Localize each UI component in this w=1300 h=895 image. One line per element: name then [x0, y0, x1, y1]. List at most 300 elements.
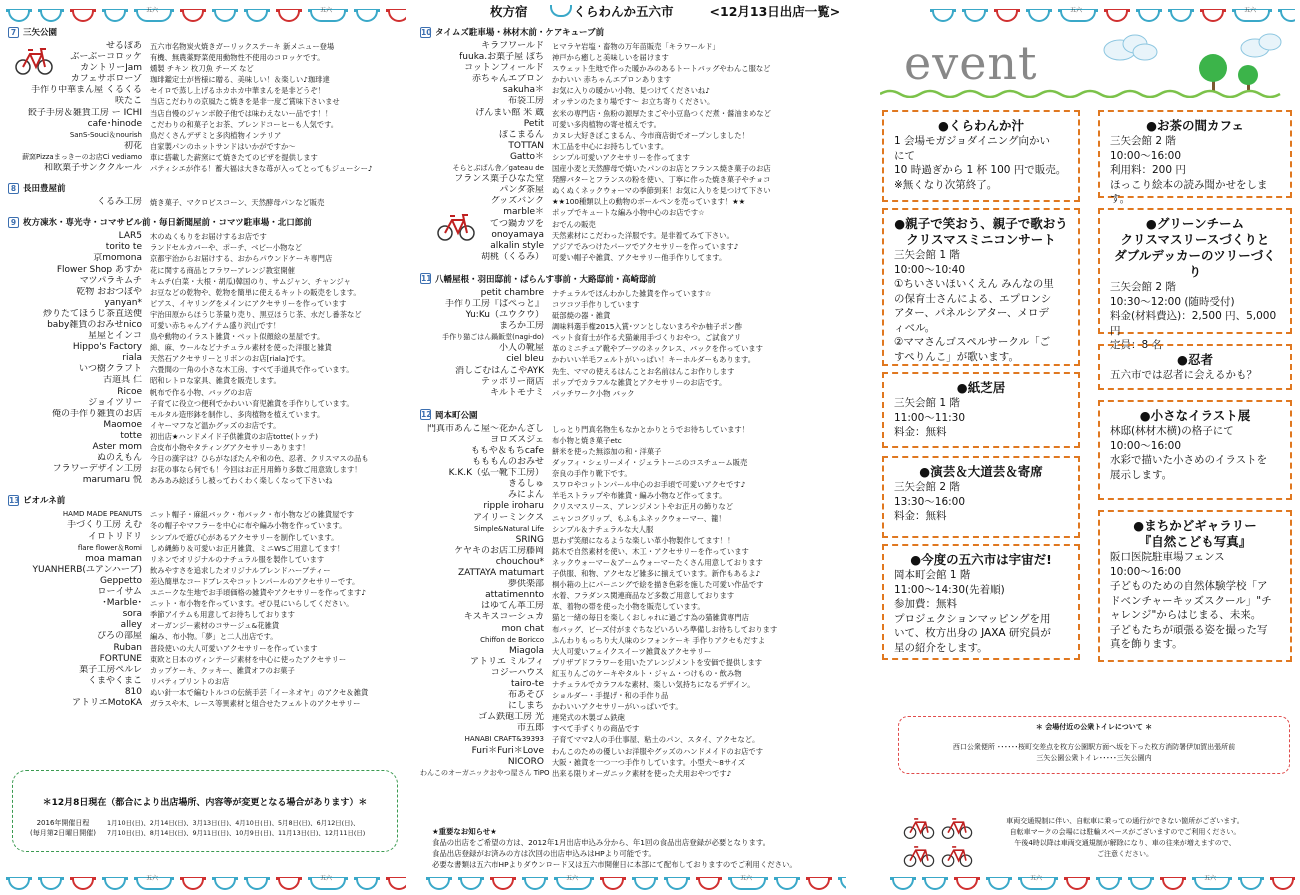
bowl-strip-label: 五六	[146, 875, 159, 882]
vendor-description: 天然素材にこだわった洋服です。是非着てみて下さい。	[552, 230, 734, 240]
bowl-icon	[308, 874, 348, 892]
vendor-name: Furi＊Furi＊Love	[471, 745, 544, 756]
vendor-name: ケヤキのお店工房藤岡	[454, 545, 544, 556]
vendor-row	[8, 298, 410, 309]
vendor-row	[420, 52, 850, 63]
vendor-row	[420, 41, 850, 52]
vendor-description: 国産小麦と天然酵母で焼いたパンのお店とフランス焼き菓子のお店	[552, 164, 771, 174]
bowl-icon	[490, 874, 516, 892]
section-number: 10	[421, 27, 432, 37]
vendor-name: ZATTAYA matumart	[457, 568, 544, 579]
vendor-description: わんこのための優しいお洋服やグッズのハンドメイドのお店です	[552, 746, 764, 756]
vendor-name: marumaru 悦	[82, 475, 142, 486]
vendor-description: 珈琲鑑定士が皆様に贈る、美味しい！＆楽しい♪珈琲達	[150, 75, 330, 85]
vendor-name: Yu:Ku（ユウクウ）	[465, 310, 544, 321]
event-line: ィベル。	[894, 321, 936, 334]
vendor-name: 菓子工房ペルレ	[79, 664, 142, 675]
vendor-row	[420, 207, 850, 218]
bowl-icon	[600, 874, 626, 892]
vendor-name: ぴろの部屋	[96, 631, 142, 642]
vendor-row	[420, 63, 850, 74]
vendor-name: イロトリドリ	[87, 531, 142, 542]
vendor-description: 焼き菓子、マクロビスコーン、天然酵母パンなど販売	[150, 198, 325, 208]
vendor-row	[420, 635, 850, 646]
vendor-name: 京momona	[93, 253, 142, 264]
bowl-icon	[986, 874, 1012, 892]
vendor-description: 季節アイテムも用意してお待ちしております	[150, 610, 295, 620]
vendor-description: ふんわりもっちり大人味のシフォンケーキ 手作りアクセもだすよ	[552, 635, 766, 645]
vendor-name: Flower Shop あすか	[56, 264, 142, 275]
vendor-name: yanyan*	[104, 297, 142, 308]
bicycle-icon	[940, 842, 974, 868]
header-market: くらわんか五六市	[573, 4, 674, 19]
vendor-row	[8, 698, 410, 709]
vendor-name: せるぽあ	[105, 41, 142, 51]
event-line: プロジェクションマッピングを用	[894, 612, 1051, 625]
section-title: 三矢公園	[23, 28, 58, 38]
vendor-description: 当店自慢のジャンボ餃子他では味わえないー品です！！	[150, 108, 333, 118]
event-line: 子どものための自然体験学校「ア	[1110, 580, 1268, 592]
event-line: 林邸(林材木横)の格子にて	[1110, 425, 1234, 437]
bottom-bowl-strip-right	[890, 872, 1295, 894]
event-line: 13:30〜16:00	[894, 495, 966, 508]
vendor-description: オーガンジー素材のコサージュ&花雑貨	[150, 621, 280, 631]
vendor-name: tairo-te	[510, 678, 544, 689]
vendor-row	[8, 565, 410, 576]
vendor-row	[420, 646, 850, 657]
vendor-description: リネンでオリジナルのナチュラル服を製作しています	[150, 554, 325, 564]
event-line: 真を飾ります。	[1110, 638, 1183, 650]
vendor-description: 綿、麻、ウールなどナチュラル素材を使った洋服と雑貨	[150, 343, 332, 353]
vendor-row	[420, 734, 850, 745]
vendor-name: FORTUNE	[99, 653, 142, 664]
bowl-icon	[664, 874, 690, 892]
vendor-row	[8, 554, 410, 565]
vendor-name: flare flower＆Romi	[77, 543, 142, 552]
vendor-name: ジョイツリー	[88, 397, 142, 408]
event-box	[1098, 510, 1292, 662]
vendor-description: 水着、フラダンス関連商品など多数ご用意しております	[552, 591, 735, 601]
vendor-name: フラワーデザイン工房	[52, 464, 142, 475]
vendor-row	[8, 576, 410, 587]
vendor-description: セイロで蒸し上げるホカホカ中華まんを是非どうぞ！	[150, 86, 325, 96]
bowl-strip-label: 五六	[320, 7, 333, 14]
schedule-note-box	[12, 770, 398, 852]
vendor-name: YUANHERB(ユアンハーブ)	[32, 564, 142, 575]
vendor-row	[8, 119, 410, 130]
vendor-name: 夢供楽部	[507, 579, 544, 590]
vendor-row	[420, 457, 850, 468]
vendor-description: 可愛い赤ちゃんアイテム盛り沢山です！	[150, 320, 281, 330]
vendor-description: 猫と一緒の毎日を楽しくおしゃれに過ごす為の猫雑貨専門店	[552, 613, 750, 623]
vendor-row	[8, 364, 410, 375]
vendor-name: TOTTAN	[508, 140, 544, 151]
section-block	[420, 273, 850, 399]
event-line: 10:00〜10:40	[894, 263, 966, 276]
event-line: 岡本町会館 1 階	[894, 569, 971, 581]
bowl-icon	[774, 874, 800, 892]
vendor-name: コジーハウス	[490, 667, 544, 678]
vendor-description: ダッフィ・シェリーメイ・ジェラトーニのコスチューム販売	[552, 458, 748, 468]
vendor-description: かわいい羊毛フェルトがいっぱい！キーホルダーもあります。	[552, 355, 756, 365]
vendor-name: 手作り工房『ぱぺっと』	[444, 298, 544, 309]
vendor-row	[420, 152, 850, 163]
vendor-description: 初出店★ハンドメイド子供雑貨のお店totte(トッテ)	[150, 431, 318, 441]
event-subtitle: クリスマスミニコンサート	[906, 232, 1056, 247]
vendor-name: Ruban	[113, 642, 142, 653]
event-line: 10:00〜16:00	[1110, 149, 1182, 162]
event-box	[882, 372, 1080, 448]
event-line: 三矢会館 2 階	[894, 481, 960, 493]
event-line: 阪口医院駐車場フェンス	[1110, 551, 1225, 563]
bowl-icon	[554, 874, 594, 892]
vendor-row	[8, 52, 410, 63]
vendor-name: Maomoe	[103, 419, 142, 430]
vendor-description: 木のぬくもりをお届けするお店です	[150, 232, 267, 242]
grass-line	[880, 88, 1290, 98]
vendor-row	[420, 310, 850, 321]
vendor-name: Chiffon de Boricco	[480, 635, 544, 644]
vendor-name: てつ鍋カツを	[489, 218, 544, 229]
vendor-row	[420, 377, 850, 388]
vendor-description: パッチワーク小物 バック	[552, 388, 635, 398]
vendor-name: ぬのえもん	[96, 453, 142, 464]
event-title: ●忍者	[1177, 352, 1213, 367]
vendor-row	[8, 509, 410, 520]
schedule-note-main: ＊12月8日現在（都合により出店場所、内容等が変更となる場合があります）＊	[42, 798, 368, 808]
vendor-name: げんまい館 米 蔵	[475, 107, 544, 118]
event-line: にて	[894, 149, 915, 162]
vendor-description: ポップでキュートな編み小物中心のお店です☆	[552, 208, 705, 218]
vendor-description: 子供服、和物、アクセなど雑多に揃えています。新作もあるよ♪	[552, 569, 761, 579]
vendor-name: LAR5	[118, 231, 142, 242]
vendor-name: ぽこまるん	[498, 129, 544, 140]
vendor-description: 可愛い多肉植物の寄せ植えです。	[552, 119, 661, 129]
vendor-name: moa maman	[85, 553, 142, 564]
section-header	[420, 409, 850, 421]
vendor-row	[8, 331, 410, 342]
event-line: すぺりんこ」が歌います。	[894, 350, 1019, 363]
vendor-description: 砥部焼の器・雑貨	[552, 311, 611, 321]
vendor-row	[420, 288, 850, 299]
section-header	[420, 26, 850, 38]
bowl-icon	[930, 6, 956, 24]
section-number: 8	[8, 183, 19, 194]
bowl-icon	[102, 874, 128, 892]
vendor-description: 飲みやすさを追求したオリジナルブレンドハーブティー	[150, 565, 331, 575]
event-line: ャレンジ"からはじまる、未来。	[1110, 609, 1262, 621]
bowl-icon	[922, 874, 948, 892]
vendor-row	[420, 388, 850, 399]
vendor-description: リバティプリントのお店	[150, 676, 230, 686]
vendor-name: 赤ちゃんエプロン	[471, 74, 544, 85]
event-title: ●まちかどギャラリー	[1133, 518, 1257, 533]
bowl-icon	[1026, 6, 1052, 24]
vendor-description: ペット食育士が作る犬猫兼用手づくりおやつ。ご試食アリ	[552, 333, 742, 343]
bicycle-icon	[436, 210, 476, 242]
vendor-description: 布小物と焼き菓子etc	[552, 435, 622, 445]
toilet-line-2: 三矢公園公衆トイレ･････三矢公園内	[1036, 754, 1152, 762]
vendor-name: 初花	[123, 140, 142, 151]
vendor-name: キルトモナミ	[490, 387, 544, 398]
vendor-name: アトリエ ミルフィ	[470, 656, 544, 667]
bowl-logo-icon	[550, 5, 572, 17]
vendor-row	[8, 442, 410, 453]
event-line: ※無くなり次第終了。	[894, 178, 998, 191]
vendor-row	[420, 332, 850, 343]
vendor-row	[8, 665, 410, 676]
vendor-name: にしまち	[507, 701, 544, 712]
bowl-icon	[1064, 874, 1090, 892]
event-line: 利用料：200 円	[1110, 164, 1186, 176]
vendor-row	[8, 197, 410, 208]
vendor-name: 乾物 おおつぼや	[76, 286, 142, 297]
vendor-row	[8, 320, 410, 331]
vendor-row	[8, 85, 410, 96]
vendor-row	[420, 219, 850, 230]
vendor-row	[420, 196, 850, 207]
bowl-icon	[1278, 6, 1295, 24]
vendor-name: alkalin style	[490, 240, 544, 251]
event-line: 11:00〜14:30(先着順)	[894, 583, 1005, 596]
vendor-name: 炒りたてほうじ茶直送便	[42, 308, 142, 319]
event-title: ●くらわんか汁	[938, 118, 1024, 133]
bottom-bowl-strip-mid	[426, 872, 846, 894]
vendor-name: アトリエMotoKA	[71, 697, 142, 708]
event-subtitle: ダブルデッカーのツリーづくり	[1114, 248, 1276, 279]
vendor-description: お花の事なら何でも！今回はお正月用飾り多数ご用意致します！	[150, 465, 362, 475]
vendor-row	[8, 287, 410, 298]
vendor-description: ピアス、イヤリングをメインにアクセサリーを作っています	[150, 298, 347, 308]
bowl-icon	[38, 874, 64, 892]
vendor-row	[420, 679, 850, 690]
vendor-name: いつ樹クラフト	[78, 364, 142, 375]
vendor-row	[8, 520, 410, 531]
vendor-name: フランス菓子ひなた堂	[454, 174, 544, 185]
vendor-description: シンプルで遊び心があるアクセサリーを制作しています。	[150, 532, 339, 542]
event-line: 料金：無料	[894, 426, 947, 438]
vendor-row	[8, 152, 410, 163]
vendor-row	[420, 130, 850, 141]
bowl-icon	[1096, 874, 1122, 892]
section-header	[8, 494, 410, 506]
section-header	[8, 216, 410, 228]
vendor-description: 玄米の専門店・魚粉の源厚たまごや小豆島つくだ煮・醤油まめなど	[552, 108, 771, 118]
vendor-description: 鳥だくさんデザミと多肉植物インテリア	[150, 130, 282, 140]
vendor-name: ももや＆もちcafe	[470, 446, 544, 456]
vendor-description: しっとり門真名物生もなかとかりとうでお待ちしています！	[552, 424, 750, 434]
vendor-name: Petit	[523, 118, 544, 129]
vendor-name: 手作り中華まん屋 くるくる	[31, 85, 142, 96]
event-box	[882, 208, 1080, 366]
vendor-row	[420, 96, 850, 107]
header-place: 枚方宿	[490, 4, 528, 19]
vendor-name: chouchou*	[495, 556, 544, 567]
vendor-row	[420, 119, 850, 130]
vendor-name: 810	[124, 686, 142, 697]
event-box	[1098, 208, 1292, 351]
vendor-description: 有機、無農薬野菜使用動物性不使用のコロッケです。	[150, 53, 325, 63]
bowl-icon	[954, 874, 980, 892]
vendor-name: テッポリー商店	[480, 376, 544, 387]
vendor-name: Ricoe	[117, 386, 142, 397]
section-header	[8, 182, 410, 194]
vendor-description: ニット帽子・麻紐バック・布バック・布小物などの雑貨屋です	[150, 510, 355, 520]
event-line: 10:00〜16:00	[1110, 439, 1182, 452]
bowl-icon	[1200, 6, 1226, 24]
vendor-row	[8, 587, 410, 598]
vendor-name: mon chat	[501, 623, 544, 634]
vendor-row	[8, 242, 410, 253]
vendor-description: おでんの販売	[552, 219, 596, 229]
event-line: の保育士さんによる、エプロンシ	[894, 292, 1052, 305]
vendor-row	[420, 568, 850, 579]
bowl-icon	[70, 874, 96, 892]
vendor-row	[420, 490, 850, 501]
vendor-description: 大人可愛いフェイクスイーツ雑貨＆アクセサリー	[552, 646, 712, 656]
event-title: ●グリーンチーム	[1145, 216, 1245, 231]
vendor-row	[420, 668, 850, 679]
notice-line-1: 食品の出店をご希望の方は、2012年1月出店申込み分から、年1回の食品出店登録が必要となります。	[432, 838, 771, 847]
bowl-icon	[134, 874, 174, 892]
vendor-name: totte	[120, 430, 142, 441]
event-box	[882, 544, 1080, 660]
bowl-icon	[1128, 874, 1154, 892]
vendor-description: 燻製 チキン 枚刀魚 チーズ など	[150, 64, 254, 74]
toilet-info-box	[898, 716, 1290, 774]
vendor-description: 普段使いの大人可愛いアクセサリーを作っています	[150, 643, 318, 653]
vendor-row	[420, 624, 850, 635]
section-number: 9	[8, 217, 19, 228]
vendor-description: ナチュラルでほんわかした雑貨を作っています☆	[552, 288, 712, 298]
vendor-description: 餅米を使った無添加の和・洋菓子	[552, 447, 662, 456]
bicycle-icon	[902, 842, 936, 868]
vendor-description: 調味料選手権2015入賞･ツンとしないまろやか柚子ポン酢	[552, 322, 743, 332]
section-header	[8, 26, 410, 38]
vendor-row	[8, 475, 410, 486]
event-line: 子どもたちが頑張る姿を撮った写	[1110, 623, 1268, 636]
vendor-name: HAMD MADE PEANUTS	[62, 510, 142, 519]
vendor-row	[8, 543, 410, 554]
event-box	[1098, 344, 1292, 390]
vendor-row	[420, 354, 850, 365]
bowl-strip-label: 五六	[1070, 7, 1083, 14]
vendor-row	[420, 230, 850, 241]
vendor-description: ショルダー・手提げ・和の手作り品	[552, 691, 669, 701]
vendor-row	[420, 321, 850, 332]
vendor-name: 布袋工房	[507, 96, 544, 107]
vendor-name: みによん	[507, 490, 544, 501]
event-box	[882, 456, 1080, 538]
vendor-row	[8, 63, 410, 74]
vendor-row	[420, 723, 850, 734]
vendor-description: ポップでカラフルな雑貨とアクセサリーのお店です。	[552, 377, 727, 387]
header-date: <12月13日出店一覧>	[709, 4, 841, 19]
vendor-name: Gatto＊	[509, 151, 544, 162]
vendor-row	[8, 687, 410, 698]
event-line: 展示します。	[1110, 468, 1173, 481]
bowl-icon	[1168, 6, 1194, 24]
bowl-icon	[458, 874, 484, 892]
vendor-description: 帆布で作る小物、バッグのお店	[150, 387, 253, 397]
event-title: ●紙芝居	[956, 380, 1006, 395]
vendor-row	[420, 757, 850, 768]
section-block	[8, 494, 410, 709]
bowl-strip-label: 五六	[1030, 875, 1043, 882]
vendor-name: もももんのおみせ	[471, 457, 544, 468]
event-box	[882, 110, 1080, 202]
section-block	[420, 26, 850, 263]
vendor-description: コツコツ手作りしています	[552, 299, 640, 309]
vendor-description: 五六市名物炭火焼きガーリックステーキ 新メニュー登場	[150, 42, 335, 51]
bowl-strip-label: 五六	[740, 875, 753, 882]
vendor-description: ニット・布小物を作っています。ぜひ見にいらしてください。	[150, 599, 354, 609]
vendor-description: しめ縄飾り＆可愛いお正月雑貨、ミニWSご用意してます！	[150, 543, 345, 553]
vendor-description: あみあみ絵ぼうし被ってわくわく楽しくなって下さいね	[150, 476, 333, 486]
page-header	[490, 2, 840, 20]
vendor-row	[8, 265, 410, 276]
event-title: ●今度の五六市は宇宙だ!	[910, 552, 1052, 567]
vendor-description: 革のミニチュア靴やブーツのネックレス、バックを作っています	[552, 344, 763, 354]
bowl-icon	[244, 874, 270, 892]
top-bowl-strip-right	[930, 4, 1295, 26]
section-title: 岡本町公園	[435, 410, 478, 421]
vendor-name: キスキスコーシュカ	[463, 612, 544, 623]
vendor-name: マツパラキムチ	[79, 275, 142, 286]
event-line: 三矢会館 1 階	[894, 249, 960, 261]
vendor-row	[420, 601, 850, 612]
bowl-icon	[632, 874, 658, 892]
vendor-row	[420, 513, 850, 524]
vendor-name: パンダ茶屋	[499, 185, 544, 196]
vendor-row	[420, 141, 850, 152]
schedule-label-1: 2016年開催日程	[36, 819, 90, 827]
vendor-name: Aster mom	[92, 442, 142, 452]
bowl-icon	[1238, 874, 1264, 892]
vendor-description: かわいいアクセサリーがいっぱいです。	[552, 702, 683, 712]
vendor-row	[420, 768, 850, 779]
vendor-row	[8, 620, 410, 631]
vendor-name: まろか工房	[498, 321, 544, 332]
vendor-description: 桐小箱の上にパーニングで絵を描き色彩を施した可愛い作品です	[552, 580, 764, 590]
vendor-row	[8, 353, 410, 364]
bowl-icon	[994, 6, 1020, 24]
vendor-description: モルタル造形鉢を制作し、多肉植物を植えています。	[150, 409, 325, 419]
vendor-row	[8, 398, 410, 409]
vendor-description: 花に関する商品とフラワーアレンジ教室開催	[150, 265, 295, 275]
vendor-description: 合皮布小物やタティングアクセサリーあります！	[150, 443, 310, 452]
notice-title: ★重要なお知らせ★	[432, 827, 497, 836]
vendor-description: 子育てに役立つ便利でかわいい育児雑貨を手作りしています。	[150, 398, 354, 408]
vendor-description: スウェット生地で作った暖かみのあるトートバッグやわんこ服など	[552, 64, 771, 74]
event-subtitle: クリスマスリースづくりと	[1120, 232, 1270, 247]
vendor-name: SRING	[515, 534, 544, 545]
event-box	[1098, 110, 1292, 205]
bowl-icon	[212, 874, 238, 892]
event-line: 11:00〜11:30	[894, 411, 966, 424]
event-line: 三矢会館 2 階	[1110, 281, 1176, 293]
vendor-description: 出来る限りオーガニック素材を使った犬用おやつです♪	[552, 768, 732, 778]
vendor-description: プリザブドフラワーを用いたアレンジメントを安価で提供します	[552, 657, 763, 667]
section-header	[420, 273, 850, 285]
section-number: 7	[8, 27, 19, 38]
event-line: ほっこり絵本の読み聞かせをします。	[1110, 178, 1268, 205]
vendor-row	[8, 342, 410, 353]
vendor-description: アジアでみつけたパーツでアクセサリーを作っています♪	[552, 241, 739, 251]
vendor-description: ランドセルカバーや、ポーチ、ベビー小物など	[150, 243, 303, 253]
vendor-name: HANABI CRAFT&39393	[464, 735, 544, 744]
event-line: 星の紹介をします。	[894, 641, 988, 654]
